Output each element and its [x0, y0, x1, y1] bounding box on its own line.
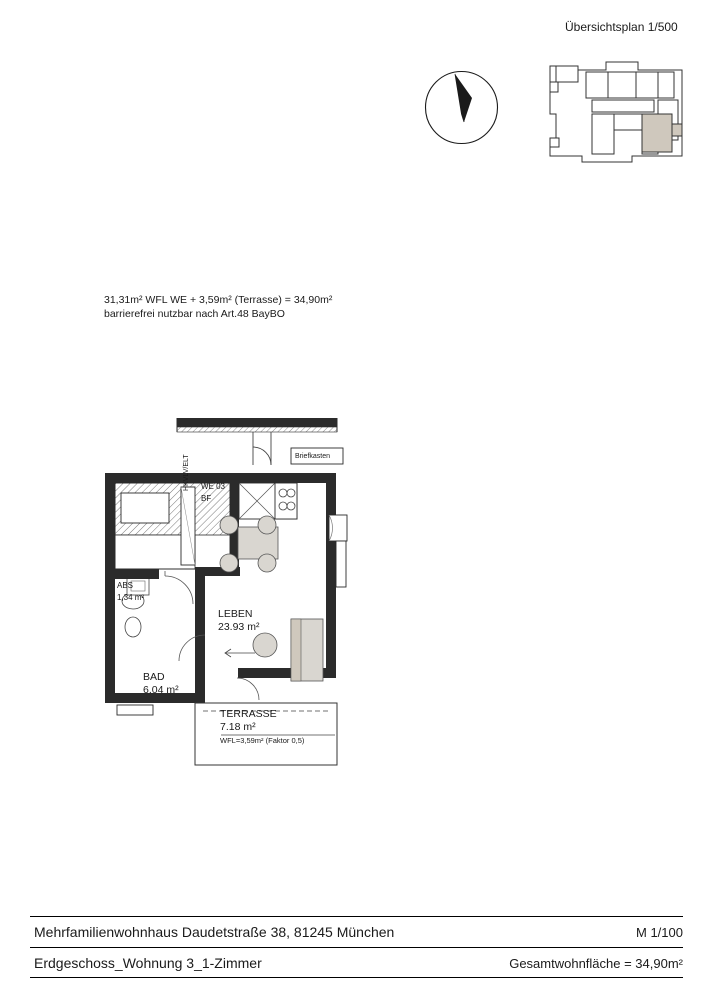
- footer-rule-mid: [30, 947, 683, 948]
- unit-title: Erdgeschoss_Wohnung 3_1-Zimmer: [34, 955, 262, 971]
- living-room-name: LEBEN: [218, 608, 253, 620]
- storage-room-label: [117, 580, 144, 604]
- kitchen-block: [239, 483, 297, 519]
- terrace-note: WFL=3,59m² (Faktor 0,5): [220, 736, 305, 745]
- living-room-label: [218, 608, 259, 634]
- service-shaft: [181, 487, 195, 565]
- bathroom-label: [143, 671, 179, 697]
- overview-site-plan: [546, 52, 688, 167]
- terrace-label: [220, 708, 304, 747]
- storage-room-area: 1,34 m²: [117, 593, 145, 602]
- terrace-name: TERRASSE: [220, 708, 277, 720]
- unit-tag: [201, 481, 225, 505]
- compass-rose: [424, 70, 499, 145]
- bathroom-area: 6.04 m²: [143, 684, 179, 696]
- overview-plan-title: Übersichtsplan 1/500: [565, 20, 678, 34]
- project-title: Mehrfamilienwohnhaus Daudetstraße 38, 81245 München: [34, 924, 395, 940]
- living-room-area: 23.93 m²: [218, 621, 260, 633]
- area-note-line-1: 31,31m² WFL WE + 3,59m² (Terrasse) = 34,90m²: [104, 294, 333, 306]
- bath-window: [117, 705, 153, 715]
- scale-label: M 1/100: [636, 925, 683, 940]
- area-note-line-2: barrierefrei nutzbar nach Art.48 BayBO: [104, 308, 285, 320]
- unit-tag-line-1: WE 03: [201, 482, 226, 491]
- dining-set: [220, 516, 278, 572]
- area-note: [104, 293, 332, 321]
- shaft-label: HKVLV/ELT: [183, 454, 190, 491]
- footer-rule-bottom: [30, 977, 683, 978]
- sheet-footer: [30, 916, 683, 978]
- terrace-area: 7.18 m²: [220, 721, 256, 733]
- bathroom-name: BAD: [143, 671, 165, 683]
- floor-plan-drawing: [95, 405, 585, 795]
- storage-room-name: ABS: [117, 581, 134, 590]
- unit-tag-line-2: BF: [201, 494, 212, 503]
- upper-boundary-wall: [177, 418, 337, 432]
- total-area-label: Gesamtwohnfläche = 34,90m²: [509, 956, 683, 971]
- storage-closet: [115, 569, 159, 579]
- footer-rule-top: [30, 916, 683, 917]
- mailbox-label: Briefkasten: [295, 453, 331, 460]
